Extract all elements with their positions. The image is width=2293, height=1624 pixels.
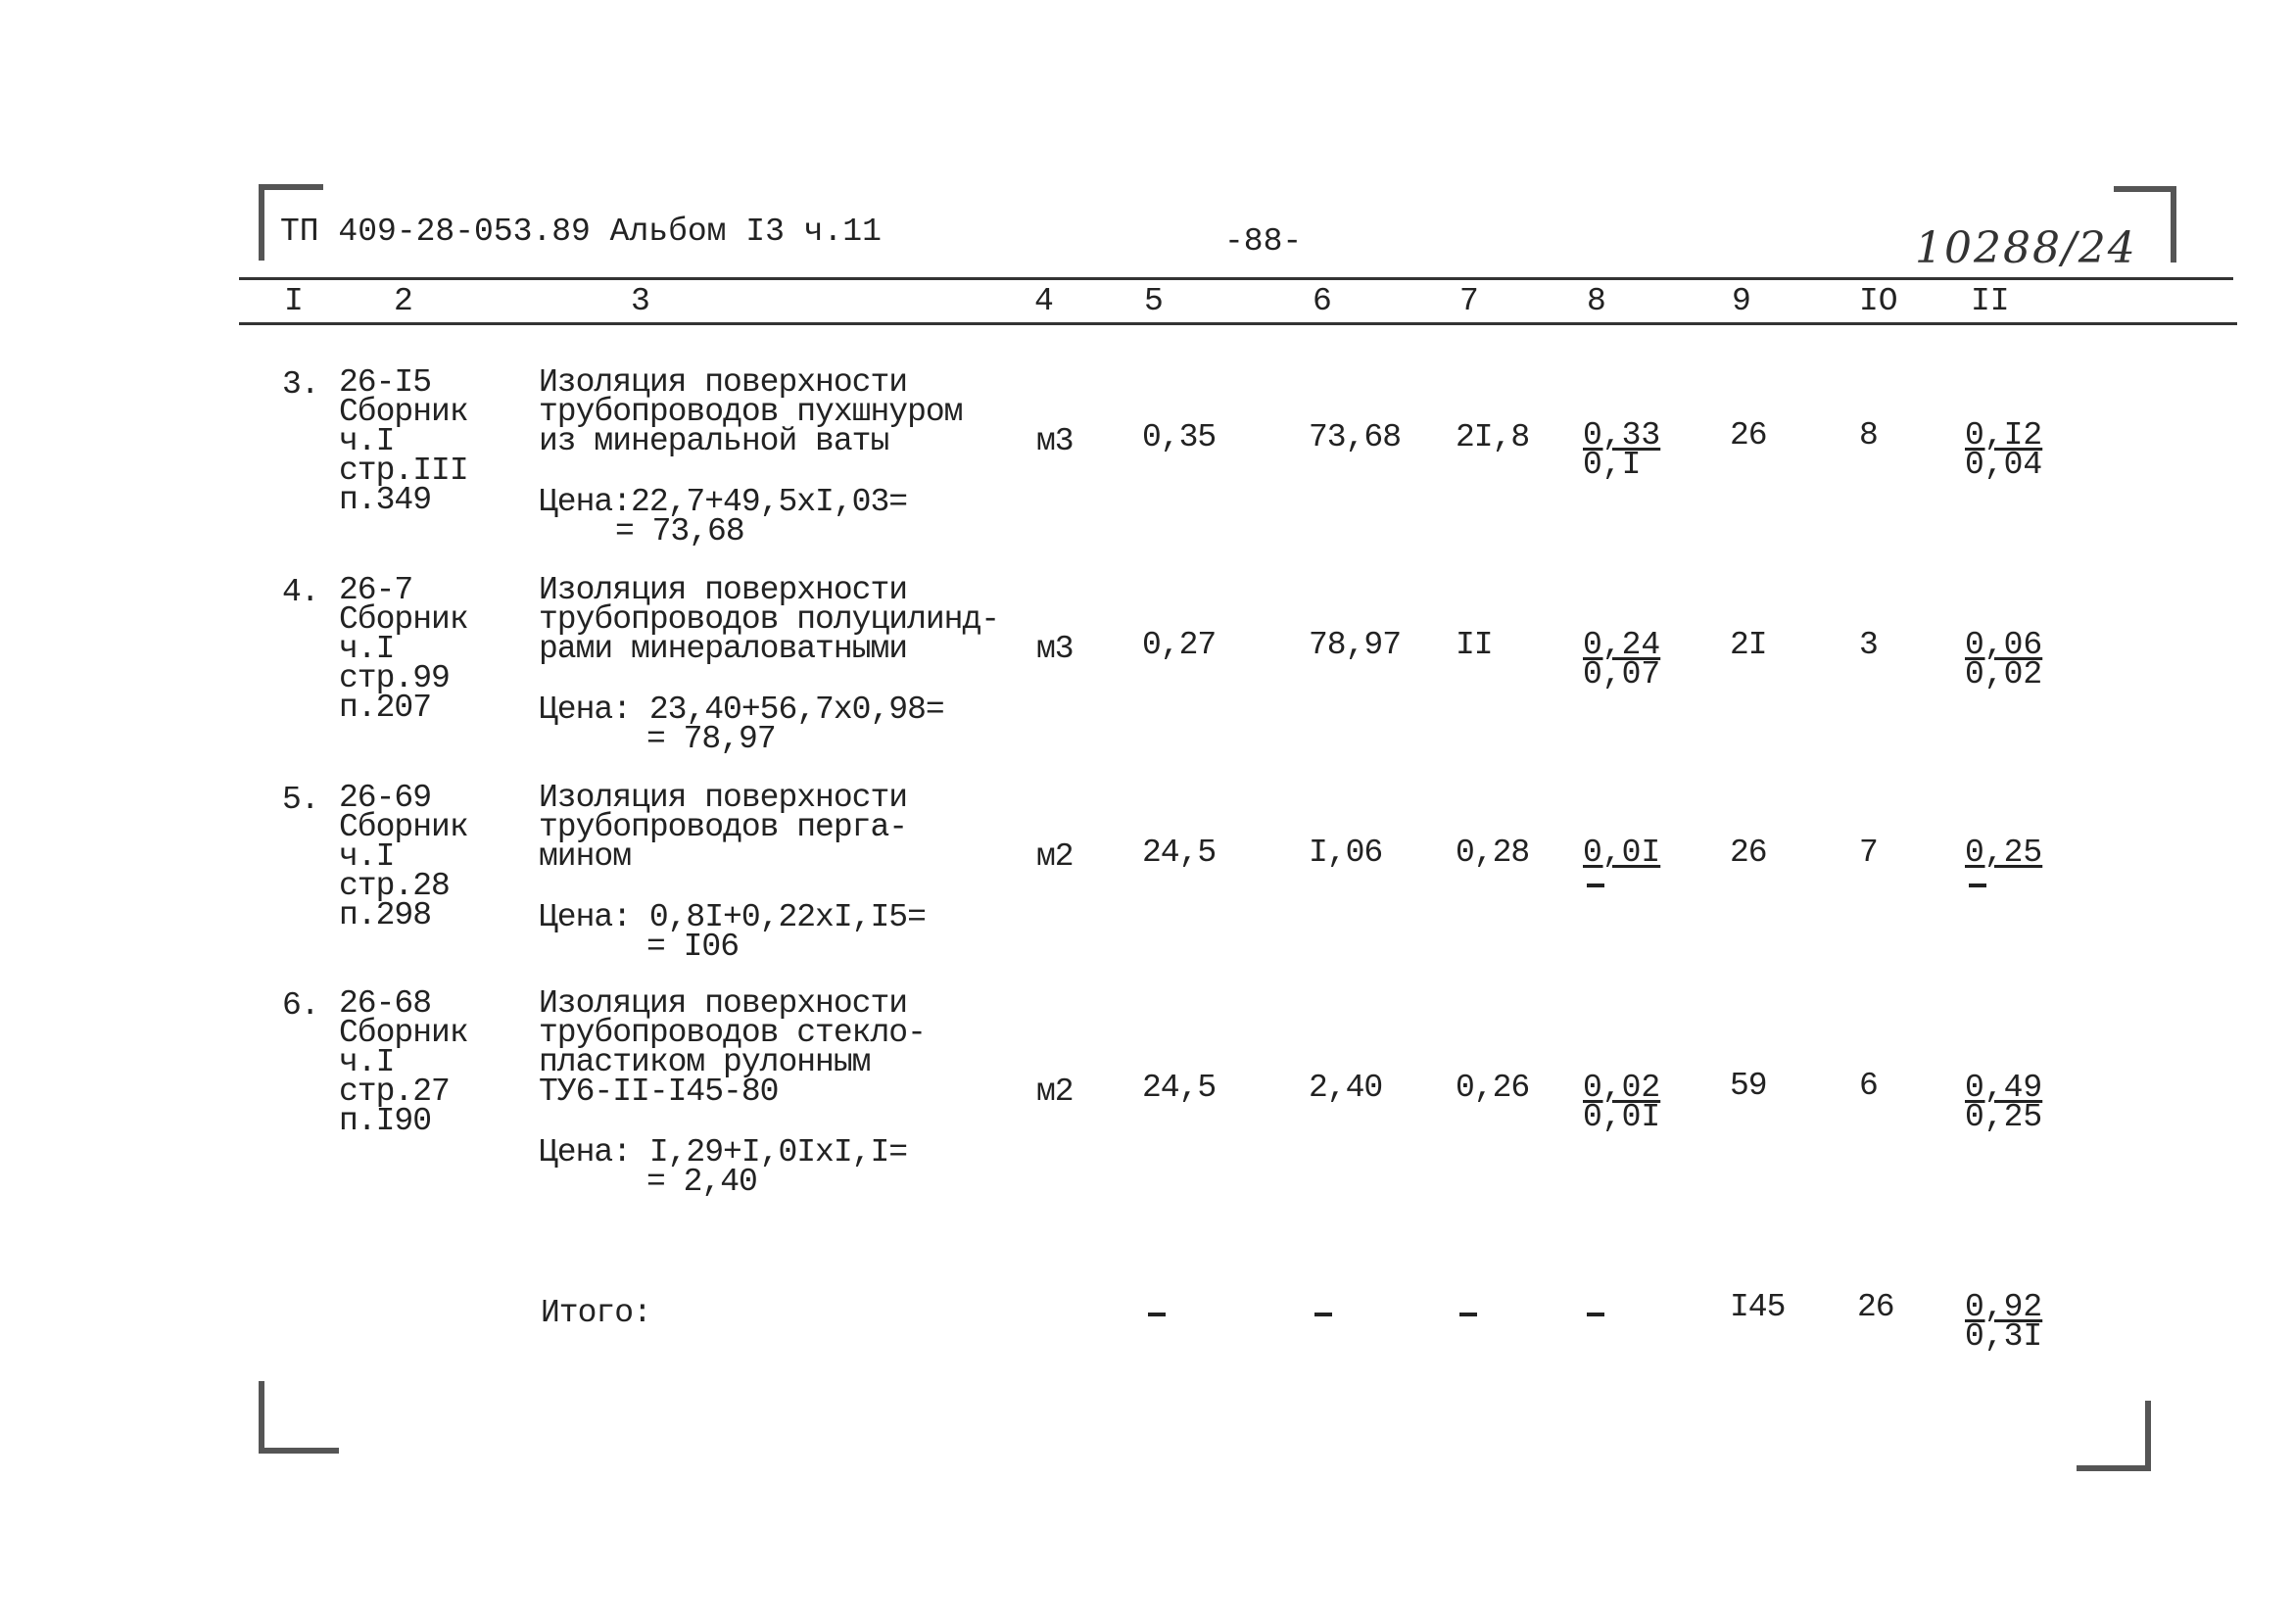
row-reference [339, 985, 468, 1139]
ref-line: ч.I [339, 1044, 395, 1080]
price-line: Цена: 23,40+56,7x0,98= [539, 692, 944, 728]
empty-dash [1148, 1313, 1166, 1316]
row-number: 3. [282, 366, 319, 403]
handwritten-reference: 10288/24 [1915, 223, 2137, 273]
desc-line: из минеральной ваты [539, 423, 889, 459]
price-line: Цена: I,29+I,0IxI,I= [539, 1134, 908, 1170]
row-unit: м3 [1036, 423, 1074, 459]
row-col10: 7 [1859, 835, 1878, 871]
row-unit: м3 [1036, 631, 1074, 667]
row-col8-fraction [1583, 1070, 1661, 1135]
row-col8-fraction [1583, 417, 1661, 483]
ref-line: 26-7 [339, 572, 413, 608]
price-line: = 73,68 [615, 513, 744, 549]
fraction-numerator: 0,25 [1965, 835, 2043, 871]
total-label: Итого: [541, 1295, 651, 1331]
row-description [539, 985, 926, 1110]
desc-line: трубопроводов стекло- [539, 1015, 926, 1051]
ref-line: п.349 [339, 482, 432, 518]
row-number: 4. [282, 574, 319, 610]
row-price [539, 899, 926, 965]
row-description [539, 780, 908, 875]
ref-line: 26-I5 [339, 364, 432, 401]
row-col8-fraction [1583, 627, 1661, 693]
row-col10: 6 [1859, 1068, 1878, 1104]
row-description [539, 572, 1000, 667]
row-col11-fraction [1965, 835, 2043, 871]
row-price [539, 1134, 908, 1200]
row-col5: 0,35 [1142, 419, 1217, 455]
column-header: 9 [1732, 283, 1751, 319]
ref-line: Сборник [339, 601, 468, 638]
ref-line: 26-68 [339, 985, 432, 1022]
row-col6: 78,97 [1309, 627, 1402, 663]
price-line: = 78,97 [646, 721, 776, 757]
fraction-denominator: 0,04 [1965, 447, 2043, 483]
fraction-numerator: 0,02 [1583, 1070, 1661, 1106]
ref-line: ч.I [339, 631, 395, 667]
ref-line: Сборник [339, 394, 468, 430]
price-line: Цена: 0,8I+0,22xI,I5= [539, 899, 926, 935]
fraction-numerator: 0,I2 [1965, 417, 2043, 454]
row-col8-fraction [1583, 835, 1661, 871]
row-col5: 24,5 [1142, 1070, 1217, 1106]
desc-line: трубопроводов перга- [539, 809, 908, 845]
fraction-denominator: 0,0I [1583, 1099, 1661, 1135]
fraction-denominator: 0,02 [1965, 656, 2043, 693]
header-rule-bottom [239, 322, 2237, 325]
row-col6: 73,68 [1309, 419, 1402, 455]
column-header: 3 [631, 283, 650, 319]
corner-bracket-bottom-right [2077, 1401, 2151, 1471]
column-header: 5 [1144, 283, 1164, 319]
row-col11-fraction [1965, 417, 2043, 483]
desc-line: Изоляция поверхности [539, 985, 908, 1022]
ref-line: 26-69 [339, 780, 432, 816]
fraction-numerator: 0,24 [1583, 627, 1661, 663]
row-col11-fraction [1965, 627, 2043, 693]
row-col6: I,06 [1309, 835, 1383, 871]
row-col7: 0,26 [1456, 1070, 1530, 1106]
column-header: 8 [1587, 283, 1606, 319]
row-price [539, 692, 944, 757]
column-header: 2 [394, 283, 413, 319]
column-header: II [1971, 283, 2010, 319]
row-unit: м2 [1036, 838, 1074, 875]
price-line: Цена:22,7+49,5xI,03= [539, 484, 908, 520]
column-header: 7 [1459, 283, 1479, 319]
fraction-denominator: 0,I [1583, 447, 1642, 483]
empty-dash [1969, 884, 1986, 887]
desc-line: ТУ6-II-I45-80 [539, 1074, 779, 1110]
row-price [539, 484, 908, 549]
desc-line: Изоляция поверхности [539, 364, 908, 401]
column-header: 6 [1313, 283, 1332, 319]
row-col9: 26 [1730, 417, 1767, 454]
desc-line: рами минераловатными [539, 631, 908, 667]
row-col6: 2,40 [1309, 1070, 1383, 1106]
column-header: IO [1859, 283, 1898, 319]
row-col5: 0,27 [1142, 627, 1217, 663]
total-col11-fraction [1965, 1289, 2043, 1355]
ref-line: стр.III [339, 453, 468, 489]
row-col9: 26 [1730, 835, 1767, 871]
empty-dash [1314, 1313, 1332, 1316]
row-col10: 3 [1859, 627, 1878, 663]
row-unit: м2 [1036, 1074, 1074, 1110]
row-description [539, 364, 963, 459]
fraction-denominator: 0,07 [1583, 656, 1661, 693]
ref-line: п.I90 [339, 1103, 432, 1139]
total-col10: 26 [1857, 1289, 1894, 1325]
row-col5: 24,5 [1142, 835, 1217, 871]
fraction-numerator: 0,33 [1583, 417, 1661, 454]
fraction-numerator: 0,92 [1965, 1289, 2043, 1325]
row-reference [339, 364, 468, 518]
row-col7: II [1456, 627, 1493, 663]
row-col9: 59 [1730, 1068, 1767, 1104]
row-number: 5. [282, 782, 319, 818]
ref-line: ч.I [339, 423, 395, 459]
fraction-denominator: 0,25 [1965, 1099, 2043, 1135]
row-reference [339, 780, 468, 933]
corner-bracket-bottom-left [259, 1381, 339, 1454]
column-header: I [284, 283, 304, 319]
row-number: 6. [282, 987, 319, 1024]
desc-line: мином [539, 838, 632, 875]
ref-line: ч.I [339, 838, 395, 875]
ref-line: п.207 [339, 690, 432, 726]
ref-line: Сборник [339, 809, 468, 845]
fraction-numerator: 0,06 [1965, 627, 2043, 663]
desc-line: Изоляция поверхности [539, 780, 908, 816]
desc-line: трубопроводов полуцилинд- [539, 601, 1000, 638]
price-line: = I06 [646, 929, 740, 965]
ref-line: стр.27 [339, 1074, 450, 1110]
empty-dash [1587, 1313, 1604, 1316]
fraction-numerator: 0,0I [1583, 835, 1661, 871]
row-col7: 2I,8 [1456, 419, 1530, 455]
row-col9: 2I [1730, 627, 1767, 663]
row-col11-fraction [1965, 1070, 2043, 1135]
price-line: = 2,40 [646, 1164, 757, 1200]
row-reference [339, 572, 468, 726]
empty-dash [1459, 1313, 1477, 1316]
row-col10: 8 [1859, 417, 1878, 454]
desc-line: пластиком рулонным [539, 1044, 871, 1080]
document-code: ТП 409-28-053.89 Альбом I3 ч.11 [280, 214, 882, 250]
column-header: 4 [1034, 283, 1054, 319]
ref-line: стр.99 [339, 660, 450, 696]
empty-dash [1587, 884, 1604, 887]
ref-line: п.298 [339, 897, 432, 933]
desc-line: трубопроводов пухшнуром [539, 394, 963, 430]
fraction-denominator: 0,3I [1965, 1318, 2043, 1355]
ref-line: стр.28 [339, 868, 450, 904]
row-col7: 0,28 [1456, 835, 1530, 871]
total-col9: I45 [1730, 1289, 1786, 1325]
header-rule-top [239, 277, 2233, 280]
fraction-numerator: 0,49 [1965, 1070, 2043, 1106]
page-number: -88- [1224, 223, 1303, 260]
ref-line: Сборник [339, 1015, 468, 1051]
desc-line: Изоляция поверхности [539, 572, 908, 608]
